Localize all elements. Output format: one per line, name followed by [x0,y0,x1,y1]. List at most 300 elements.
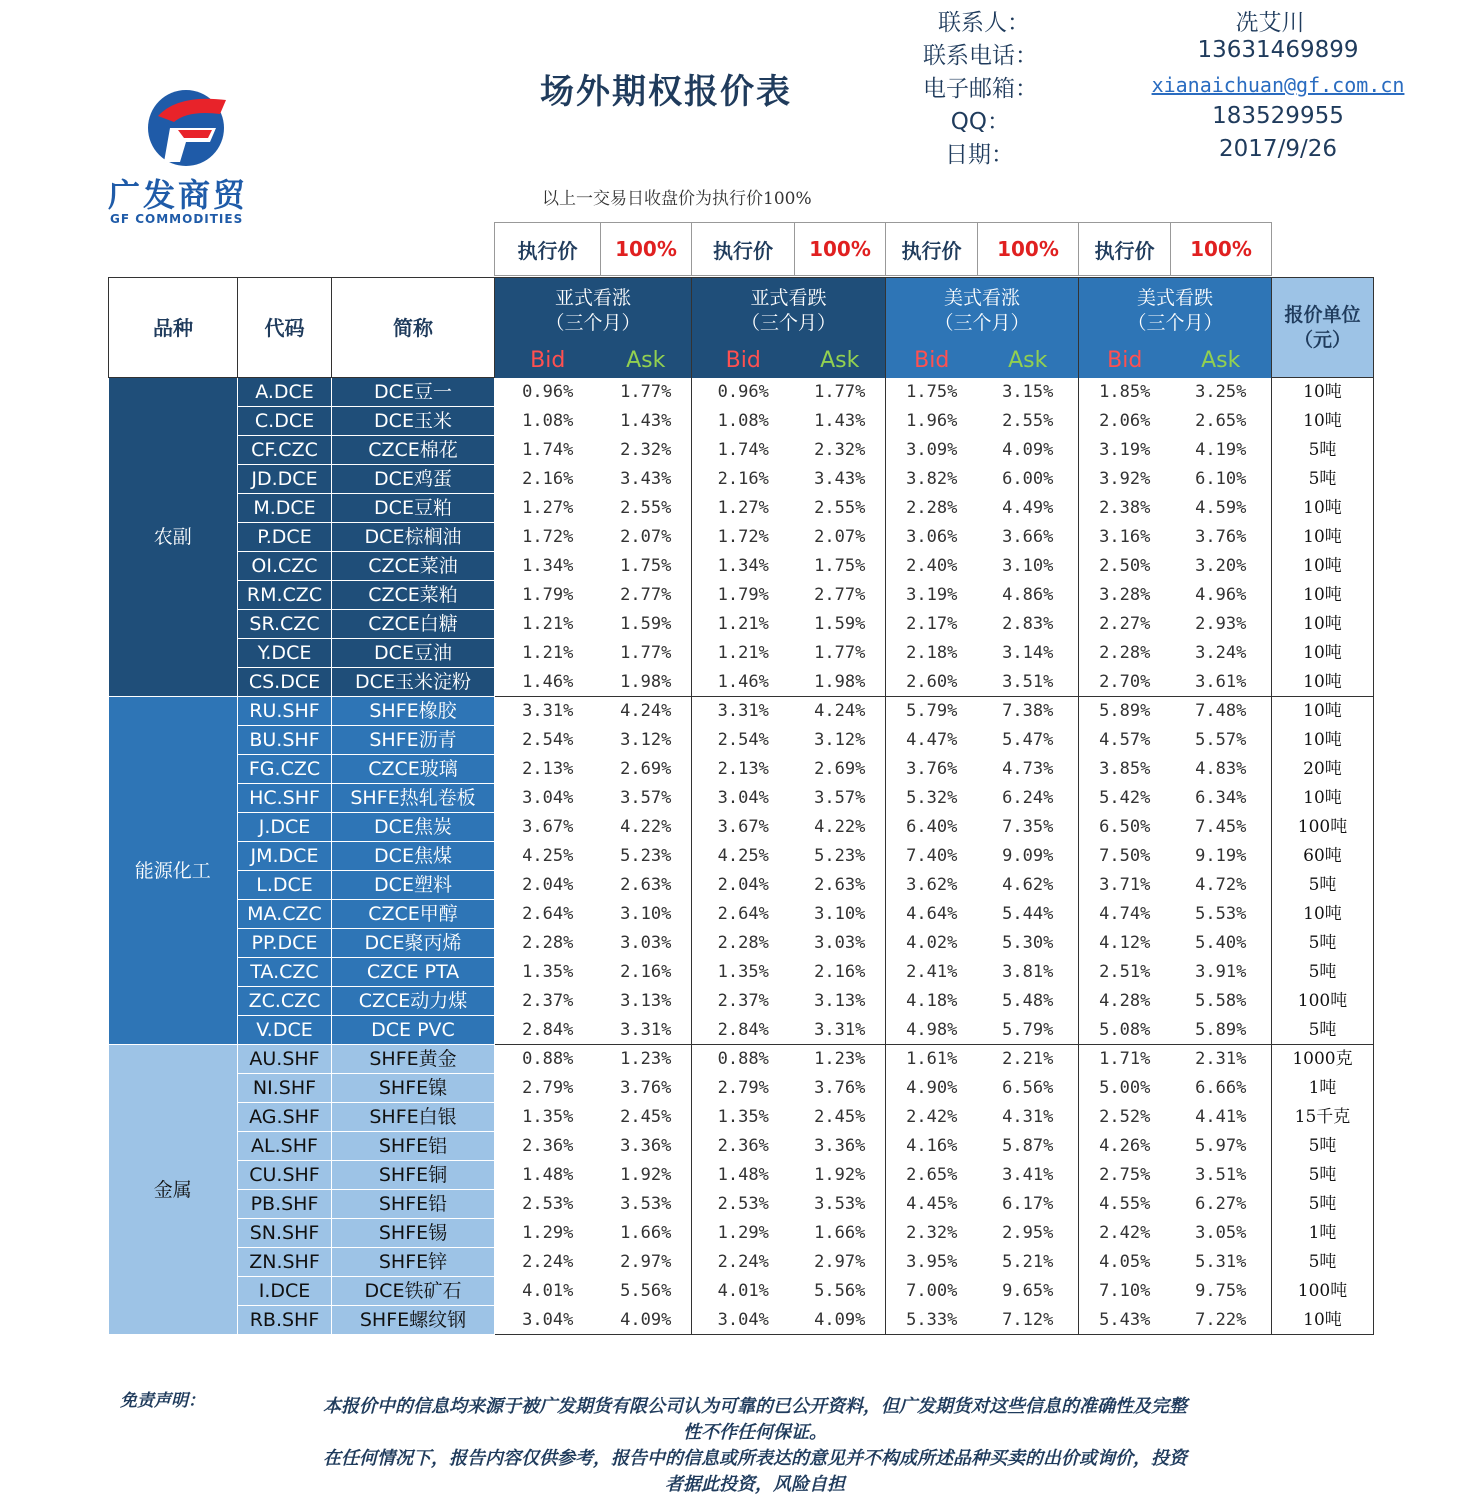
disclaimer-line: 者据此投资，风险自担 [665,1474,845,1495]
bid-cell: 3.31% [692,697,795,726]
bid-cell: 2.65% [886,1161,978,1190]
bid-cell: 2.16% [495,465,601,494]
bid-cell: 2.64% [495,900,601,929]
name-cell: DCE聚丙烯 [332,929,495,958]
bid-cell: 4.25% [495,842,601,871]
bid-cell: 2.28% [1079,639,1171,668]
unit-cell: 10吨 [1272,697,1374,726]
ask-cell: 3.53% [601,1190,692,1219]
name-cell: CZCE动力煤 [332,987,495,1016]
ask-cell: 6.10% [1171,465,1272,494]
ask-cell: 3.36% [601,1132,692,1161]
bid-cell: 3.82% [886,465,978,494]
table-row [109,900,1374,929]
name-cell: CZCE白糖 [332,610,495,639]
code-cell: P.DCE [238,523,332,552]
bid-cell: 5.33% [886,1306,978,1335]
unit-cell: 5吨 [1272,1132,1374,1161]
bid-cell: 1.35% [495,958,601,987]
ask-cell: 4.09% [978,436,1079,465]
ask-cell: 3.36% [795,1132,886,1161]
logo-cn-text: 广发商贸 [108,176,249,214]
bid-cell: 4.26% [1079,1132,1171,1161]
contact-phone-label: 联系电话： [923,43,1038,69]
header-bid: Bid [1079,344,1171,378]
ask-cell: 5.97% [1171,1132,1272,1161]
bid-cell: 2.36% [692,1132,795,1161]
ask-cell: 2.32% [795,436,886,465]
bid-cell: 3.09% [886,436,978,465]
name-cell: DCE豆一 [332,378,495,407]
bid-cell: 3.19% [886,581,978,610]
ask-cell: 3.05% [1171,1219,1272,1248]
code-cell: PB.SHF [238,1190,332,1219]
strike-pct: 100% [978,223,1079,276]
table-row [109,465,1374,494]
table-row [109,523,1374,552]
ask-cell: 5.23% [601,842,692,871]
bid-cell: 3.31% [495,697,601,726]
ask-cell: 1.92% [795,1161,886,1190]
ask-cell: 9.75% [1171,1277,1272,1306]
quote-table [108,277,1374,1335]
header-unit-line1: 报价单位 [1284,303,1361,326]
bid-cell: 3.16% [1079,523,1171,552]
ask-cell: 2.95% [978,1219,1079,1248]
header-ask: Ask [978,344,1079,378]
table-row [109,1219,1374,1248]
name-cell: SHFE黄金 [332,1045,495,1074]
bid-cell: 2.70% [1079,668,1171,697]
code-cell: ZN.SHF [238,1248,332,1277]
bid-cell: 1.79% [495,581,601,610]
bid-cell: 6.50% [1079,813,1171,842]
bid-cell: 4.02% [886,929,978,958]
header-bid: Bid [886,344,978,378]
name-cell: DCE焦炭 [332,813,495,842]
bid-cell: 2.24% [495,1248,601,1277]
ask-cell: 1.98% [795,668,886,697]
bid-cell: 1.34% [692,552,795,581]
unit-cell: 5吨 [1272,871,1374,900]
table-row [109,494,1374,523]
code-cell: JM.DCE [238,842,332,871]
category-cell: 农副 [109,378,238,697]
bid-cell: 2.37% [692,987,795,1016]
table-row [109,871,1374,900]
ask-cell: 2.77% [601,581,692,610]
ask-cell: 3.57% [795,784,886,813]
contact-qq-label: QQ： [950,109,1010,135]
header-ask: Ask [1171,344,1272,378]
bid-cell: 2.75% [1079,1161,1171,1190]
ask-cell: 5.56% [795,1277,886,1306]
header-variety: 品种 [109,278,238,378]
table-row [109,1306,1374,1335]
header-bid: Bid [692,344,795,378]
code-cell: I.DCE [238,1277,332,1306]
ask-cell: 3.24% [1171,639,1272,668]
table-row [109,784,1374,813]
ask-cell: 3.81% [978,958,1079,987]
bid-cell: 1.29% [692,1219,795,1248]
ask-cell: 3.57% [601,784,692,813]
ask-cell: 1.66% [601,1219,692,1248]
table-row [109,378,1374,407]
ask-cell: 5.21% [978,1248,1079,1277]
bid-cell: 2.53% [692,1190,795,1219]
bid-cell: 5.43% [1079,1306,1171,1335]
strike-label: 执行价 [1079,223,1171,276]
ask-cell: 1.77% [601,639,692,668]
ask-cell: 2.63% [601,871,692,900]
code-cell: CF.CZC [238,436,332,465]
ask-cell: 4.83% [1171,755,1272,784]
bid-cell: 1.61% [886,1045,978,1074]
ask-cell: 1.66% [795,1219,886,1248]
bid-cell: 1.21% [495,639,601,668]
ask-cell: 4.22% [601,813,692,842]
unit-cell: 10吨 [1272,610,1374,639]
table-row [109,552,1374,581]
name-cell: DCE焦煤 [332,842,495,871]
ask-cell: 3.10% [795,900,886,929]
name-cell: DCE豆油 [332,639,495,668]
table-row [109,958,1374,987]
bid-cell: 1.75% [886,378,978,407]
table-row [109,842,1374,871]
ask-cell: 2.69% [795,755,886,784]
bid-cell: 0.96% [495,378,601,407]
bid-cell: 0.96% [692,378,795,407]
name-cell: DCE棕榈油 [332,523,495,552]
code-cell: RM.CZC [238,581,332,610]
ask-cell: 4.73% [978,755,1079,784]
bid-cell: 3.85% [1079,755,1171,784]
table-row [109,1045,1374,1074]
bid-cell: 1.46% [495,668,601,697]
ask-cell: 6.56% [978,1074,1079,1103]
ask-cell: 7.48% [1171,697,1272,726]
contact-email-label: 电子邮箱： [923,76,1038,102]
ask-cell: 1.75% [601,552,692,581]
ask-cell: 6.00% [978,465,1079,494]
bid-cell: 1.35% [692,1103,795,1132]
category-cell: 能源化工 [109,697,238,1045]
ask-cell: 3.51% [1171,1161,1272,1190]
header-group-line1: 美式看涨 [943,286,1020,309]
bid-cell: 2.64% [692,900,795,929]
contact-phone-value: 13631469899 [1197,37,1359,63]
code-cell: V.DCE [238,1016,332,1045]
table-row [109,755,1374,784]
name-cell: DCE铁矿石 [332,1277,495,1306]
ask-cell: 7.45% [1171,813,1272,842]
bid-cell: 2.53% [495,1190,601,1219]
bid-cell: 2.84% [692,1016,795,1045]
ask-cell: 5.31% [1171,1248,1272,1277]
ask-cell: 5.30% [978,929,1079,958]
bid-cell: 7.00% [886,1277,978,1306]
bid-cell: 4.12% [1079,929,1171,958]
bid-cell: 4.55% [1079,1190,1171,1219]
code-cell: HC.SHF [238,784,332,813]
table-row [109,813,1374,842]
header-group-line2: （三个月） [1127,311,1223,334]
table-row [109,1161,1374,1190]
disclaimer-line: 本报价中的信息均来源于被广发期货有限公司认为可靠的已公开资料，但广发期货对这些信息的准确性及完整 [323,1396,1187,1417]
ask-cell: 7.38% [978,697,1079,726]
bid-cell: 2.84% [495,1016,601,1045]
name-cell: DCE塑料 [332,871,495,900]
header-ask: Ask [795,344,886,378]
ask-cell: 2.45% [601,1103,692,1132]
bid-cell: 2.17% [886,610,978,639]
strike-label: 执行价 [886,223,978,276]
logo-en-text: GF COMMODITIES [110,212,244,226]
name-cell: CZCE PTA [332,958,495,987]
ask-cell: 3.12% [601,726,692,755]
bid-cell: 2.24% [692,1248,795,1277]
ask-cell: 2.65% [1171,407,1272,436]
bid-cell: 1.74% [692,436,795,465]
ask-cell: 9.09% [978,842,1079,871]
ask-cell: 3.76% [795,1074,886,1103]
ask-cell: 5.57% [1171,726,1272,755]
ask-cell: 3.12% [795,726,886,755]
name-cell: SHFE铅 [332,1190,495,1219]
contact-person-label: 联系人： [938,10,1030,36]
bid-cell: 2.13% [692,755,795,784]
unit-cell: 5吨 [1272,436,1374,465]
bid-cell: 3.04% [495,1306,601,1335]
unit-cell: 10吨 [1272,523,1374,552]
bid-cell: 2.79% [495,1074,601,1103]
name-cell: CZCE菜油 [332,552,495,581]
bid-cell: 2.16% [692,465,795,494]
disclaimer-line: 在任何情况下，报告内容仅供参考，报告中的信息或所表达的意见并不构成所述品种买卖的出价或询价，投资 [323,1448,1187,1469]
unit-cell: 1吨 [1272,1074,1374,1103]
ask-cell: 1.23% [795,1045,886,1074]
ask-cell: 4.49% [978,494,1079,523]
ask-cell: 2.77% [795,581,886,610]
bid-cell: 5.00% [1079,1074,1171,1103]
bid-cell: 1.96% [886,407,978,436]
unit-cell: 10吨 [1272,1306,1374,1335]
strike-pct: 100% [1171,223,1272,276]
ask-cell: 1.77% [795,378,886,407]
name-cell: CZCE菜粕 [332,581,495,610]
code-cell: TA.CZC [238,958,332,987]
table-row [109,929,1374,958]
strike-label: 执行价 [495,223,601,276]
unit-cell: 15千克 [1272,1103,1374,1132]
ask-cell: 7.22% [1171,1306,1272,1335]
bid-cell: 2.50% [1079,552,1171,581]
bid-cell: 3.04% [692,784,795,813]
ask-cell: 4.72% [1171,871,1272,900]
ask-cell: 1.98% [601,668,692,697]
ask-cell: 2.97% [601,1248,692,1277]
bid-cell: 3.76% [886,755,978,784]
strike-pct: 100% [601,223,692,276]
code-cell: AU.SHF [238,1045,332,1074]
code-cell: NI.SHF [238,1074,332,1103]
name-cell: DCE PVC [332,1016,495,1045]
bid-cell: 0.88% [495,1045,601,1074]
bid-cell: 1.08% [692,407,795,436]
ask-cell: 2.16% [601,958,692,987]
ask-cell: 1.43% [601,407,692,436]
ask-cell: 3.31% [795,1016,886,1045]
table-row [109,726,1374,755]
ask-cell: 2.93% [1171,610,1272,639]
bid-cell: 2.06% [1079,407,1171,436]
bid-cell: 4.16% [886,1132,978,1161]
bid-cell: 2.60% [886,668,978,697]
code-cell: AG.SHF [238,1103,332,1132]
ask-cell: 3.13% [601,987,692,1016]
ask-cell: 1.92% [601,1161,692,1190]
bid-cell: 7.10% [1079,1277,1171,1306]
ask-cell: 4.86% [978,581,1079,610]
bid-cell: 5.42% [1079,784,1171,813]
contact-date-value: 2017/9/26 [1219,136,1337,162]
bid-cell: 4.98% [886,1016,978,1045]
ask-cell: 3.66% [978,523,1079,552]
code-cell: A.DCE [238,378,332,407]
ask-cell: 2.16% [795,958,886,987]
ask-cell: 1.59% [601,610,692,639]
table-row [109,639,1374,668]
table-row [109,668,1374,697]
ask-cell: 2.21% [978,1045,1079,1074]
ask-cell: 2.07% [601,523,692,552]
bid-cell: 5.08% [1079,1016,1171,1045]
bid-cell: 5.32% [886,784,978,813]
table-row [109,1277,1374,1306]
name-cell: SHFE镍 [332,1074,495,1103]
bid-cell: 2.42% [886,1103,978,1132]
bid-cell: 2.40% [886,552,978,581]
bid-cell: 7.50% [1079,842,1171,871]
contact-person-value: 冼艾川 [1235,10,1305,36]
header-group-line2: （三个月） [934,311,1030,334]
bid-cell: 1.48% [495,1161,601,1190]
contact-email-link[interactable]: xianaichuan@gf.com.cn [1151,73,1405,97]
bid-cell: 1.71% [1079,1045,1171,1074]
bid-cell: 3.67% [495,813,601,842]
ask-cell: 4.59% [1171,494,1272,523]
bid-cell: 0.88% [692,1045,795,1074]
bid-cell: 4.01% [495,1277,601,1306]
ask-cell: 3.10% [978,552,1079,581]
unit-cell: 10吨 [1272,639,1374,668]
code-cell: ZC.CZC [238,987,332,1016]
ask-cell: 4.24% [795,697,886,726]
ask-cell: 9.65% [978,1277,1079,1306]
bid-cell: 2.42% [1079,1219,1171,1248]
bid-cell: 1.34% [495,552,601,581]
ask-cell: 1.77% [795,639,886,668]
bid-cell: 1.35% [692,958,795,987]
bid-cell: 4.90% [886,1074,978,1103]
bid-cell: 1.29% [495,1219,601,1248]
table-row [109,697,1374,726]
bid-cell: 4.05% [1079,1248,1171,1277]
name-cell: CZCE玻璃 [332,755,495,784]
ask-cell: 3.20% [1171,552,1272,581]
ask-cell: 4.22% [795,813,886,842]
ask-cell: 3.03% [601,929,692,958]
bid-cell: 2.04% [495,871,601,900]
header-unit [1272,278,1374,378]
ask-cell: 5.87% [978,1132,1079,1161]
bid-cell: 3.71% [1079,871,1171,900]
ask-cell: 1.43% [795,407,886,436]
page-title: 场外期权报价表 [540,72,792,112]
ask-cell: 2.97% [795,1248,886,1277]
table-row [109,436,1374,465]
name-cell: SHFE螺纹钢 [332,1306,495,1335]
header-group-line1: 亚式看涨 [554,286,631,309]
header-american-put [1079,278,1272,344]
ask-cell: 4.31% [978,1103,1079,1132]
bid-cell: 1.74% [495,436,601,465]
code-cell: CU.SHF [238,1161,332,1190]
code-cell: JD.DCE [238,465,332,494]
bid-cell: 5.79% [886,697,978,726]
bid-cell: 2.28% [886,494,978,523]
table-row [109,1103,1374,1132]
name-cell: DCE玉米淀粉 [332,668,495,697]
name-cell: SHFE锡 [332,1219,495,1248]
unit-cell: 10吨 [1272,900,1374,929]
strike-pct: 100% [795,223,886,276]
category-cell: 金属 [109,1045,238,1335]
header-group-line1: 美式看跌 [1136,286,1213,309]
bid-cell: 2.28% [692,929,795,958]
unit-cell: 10吨 [1272,668,1374,697]
code-cell: CS.DCE [238,668,332,697]
ask-cell: 5.23% [795,842,886,871]
unit-cell: 5吨 [1272,1190,1374,1219]
ask-cell: 4.09% [795,1306,886,1335]
name-cell: SHFE热轧卷板 [332,784,495,813]
unit-cell: 60吨 [1272,842,1374,871]
name-cell: DCE鸡蛋 [332,465,495,494]
ask-cell: 5.56% [601,1277,692,1306]
header-group-line2: （三个月） [545,311,641,334]
name-cell: DCE玉米 [332,407,495,436]
bid-cell: 1.35% [495,1103,601,1132]
code-cell: C.DCE [238,407,332,436]
ask-cell: 1.59% [795,610,886,639]
code-cell: PP.DCE [238,929,332,958]
disclaimer-line: 性不作任何保证。 [683,1422,827,1443]
ask-cell: 7.35% [978,813,1079,842]
bid-cell: 7.40% [886,842,978,871]
bid-cell: 3.28% [1079,581,1171,610]
basis-note: 以上一交易日收盘价为执行价100% [542,189,812,209]
header-bid: Bid [495,344,601,378]
code-cell: RB.SHF [238,1306,332,1335]
ask-cell: 2.69% [601,755,692,784]
code-cell: FG.CZC [238,755,332,784]
contact-qq-value: 183529955 [1212,103,1344,129]
header-american-call [886,278,1079,344]
bid-cell: 3.04% [495,784,601,813]
